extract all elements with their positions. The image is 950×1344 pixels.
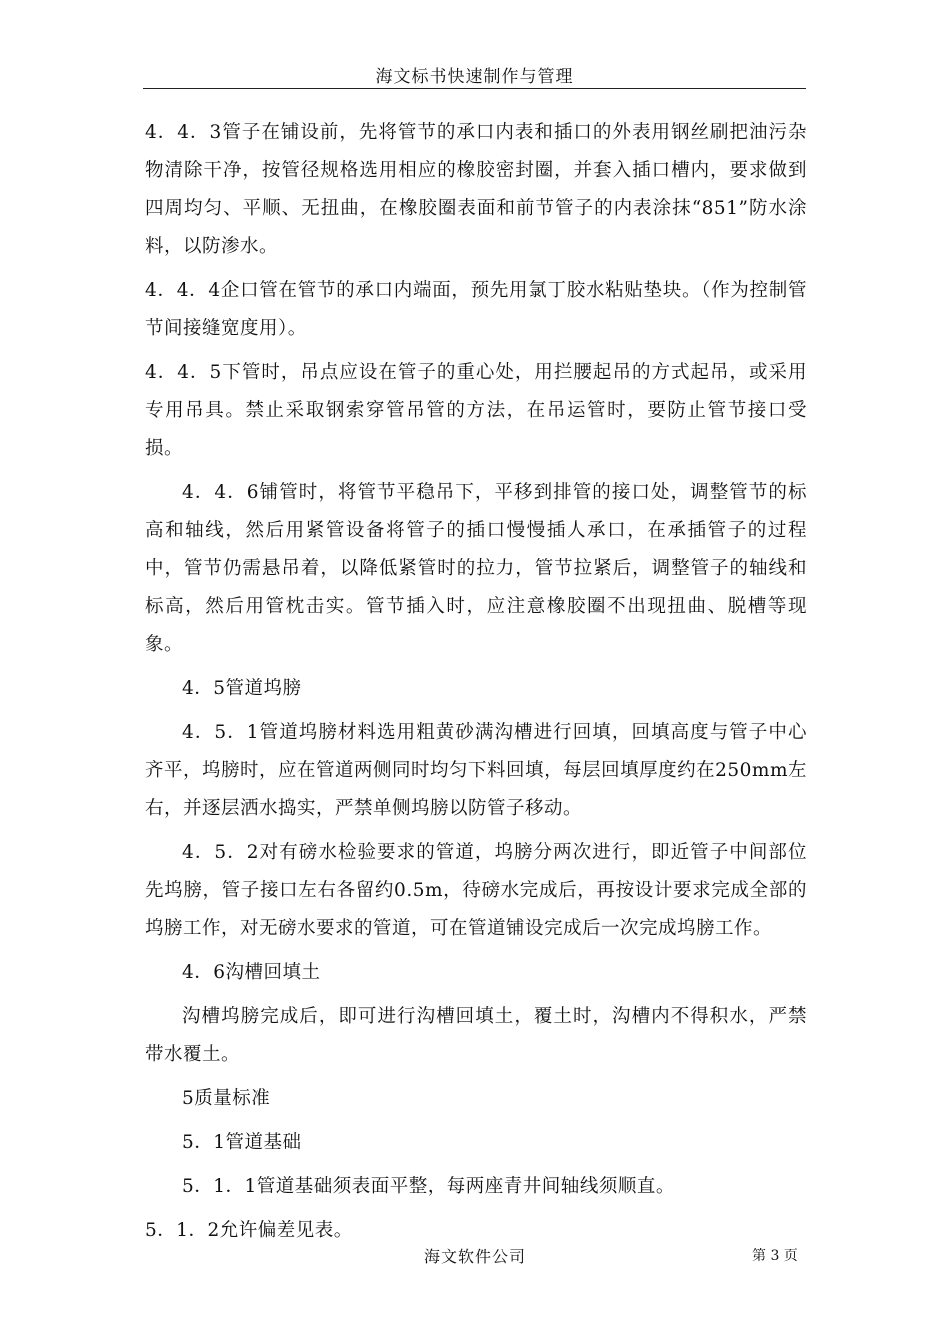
- heading-4-6: 4．6沟槽回填土: [182, 962, 321, 983]
- heading-5-1: 5．1管道基础: [182, 1132, 302, 1153]
- paragraph-4-4-4: 4．4．4企口管在管节的承口内端面，预先用氯丁胶水粘贴垫块。（作为控制管节间接缝宽度用）。: [145, 280, 807, 339]
- paragraph-4-4-3: 4．4．3管子在铺设前，先将管节的承口内表和插口的外表用钢丝刷把油污杂物清除干净，按管径规格选用相应的橡胶密封圈，并套入插口槽内，要求做到四周均匀、平顺、无扭曲，在橡胶圈表面和前节管子的内表涂抹“851”防水涂料，以防渗水。: [145, 122, 807, 257]
- heading-4-5: 4．5管道坞膀: [182, 678, 302, 699]
- page-header-title: 海文标书快速制作与管理: [375, 67, 574, 87]
- heading-5: 5质量标准: [182, 1088, 271, 1109]
- document-body: [145, 114, 807, 1256]
- footer-company: 海文软件公司: [423, 1247, 526, 1266]
- paragraph-4-4-5: 4．4．5下管时，吊点应设在管子的重心处，用拦腰起吊的方式起吊，或采用专用吊具。禁止采取钢索穿管吊管的方法，在吊运管时，要防止管节接口受损。: [145, 362, 807, 459]
- paragraph-4-6-body: 沟槽坞膀完成后，即可进行沟槽回填土，覆土时，沟槽内不得积水，严禁带水覆土。: [145, 1006, 807, 1065]
- paragraph-4-5-1: 4．5．1管道坞膀材料选用粗黄砂满沟槽进行回填，回填高度与管子中心齐平，坞膀时，应在管道两侧同时均匀下料回填，每层回填厚度约在250mm左右，并逐层洒水捣实，严禁单侧坞膀以防管子移动。: [145, 722, 807, 819]
- header-divider: [143, 88, 806, 89]
- paragraph-4-4-6: 4．4．6铺管时，将管节平稳吊下，平移到排管的接口处，调整管节的标高和轴线，然后用紧管设备将管子的插口慢慢插人承口，在承插管子的过程中，管节仍需悬吊着，以降低紧管时的拉力，管节拉紧后，调整管子的轴线和标高，然后用管枕击实。管节插入时，应注意橡胶圈不出现扭曲、脱槽等现象。: [145, 482, 807, 655]
- footer-page-number: 第 3 页: [752, 1248, 798, 1264]
- paragraph-5-1-1: 5．1．1管道基础须表面平整，每两座青井间轴线须顺直。: [182, 1176, 675, 1197]
- paragraph-4-5-2: 4．5．2对有磅水检验要求的管道，坞膀分两次进行，即近管子中间部位先坞膀，管子接口左右各留约0.5m，待磅水完成后，再按设计要求完成全部的坞膀工作，对无磅水要求的管道，可在管道铺设完成后一次完成坞膀工作。: [145, 842, 807, 939]
- paragraph-5-1-2: 5．1．2允许偏差见表。: [145, 1220, 353, 1241]
